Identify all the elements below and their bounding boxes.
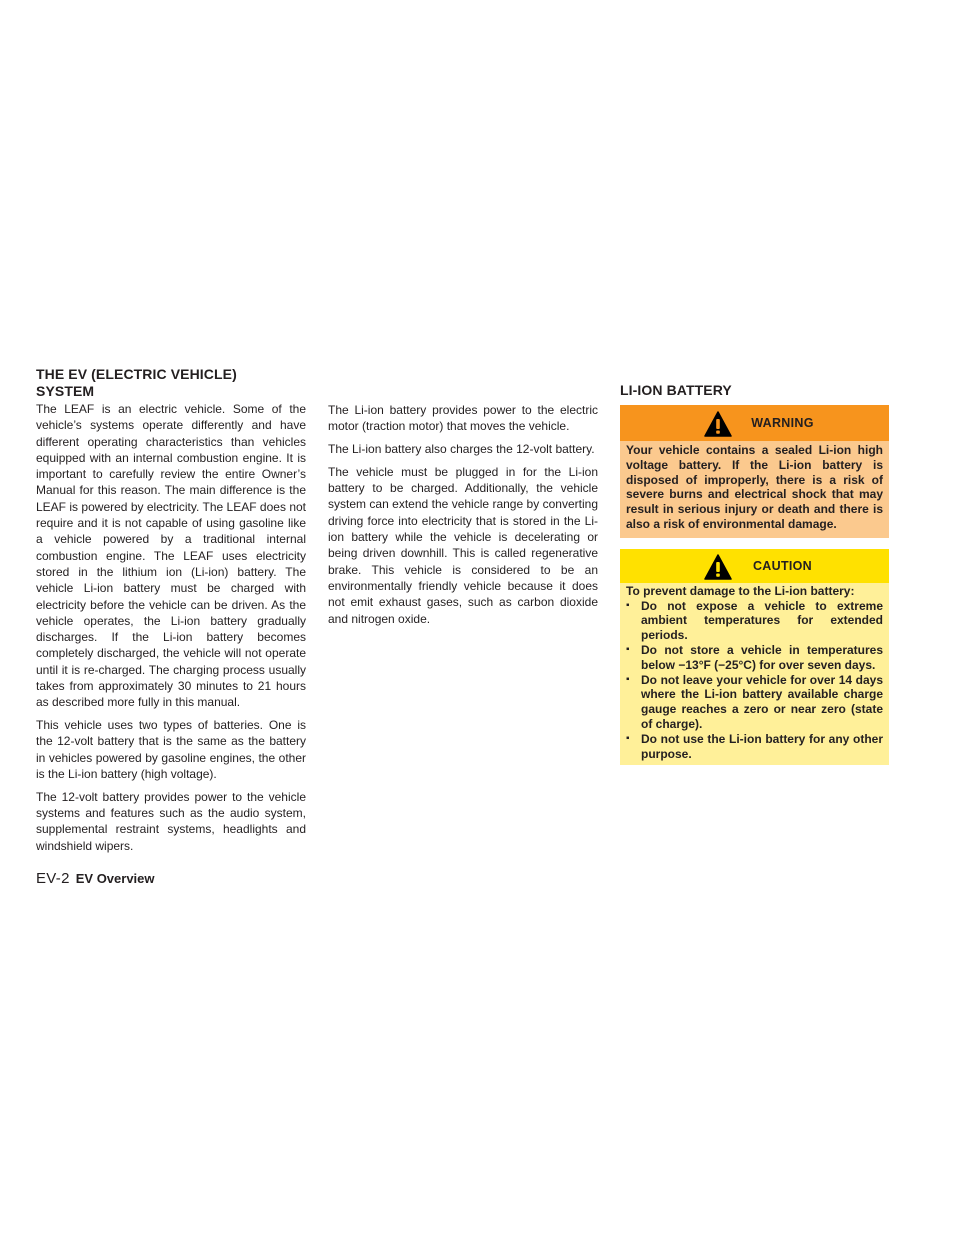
caution-box (620, 549, 889, 766)
caution-item: ▪ Do not expose a vehicle to extreme ambient temperatures for extended periods. (626, 599, 883, 643)
warning-header (620, 405, 889, 441)
paragraph: The vehicle must be plugged in for the Li-ion battery to be charged. Additionally, the vehicle system can extend the vehicle range by converting driving force into electricity that is stored in the Li-ion battery while the vehicle is decelerating or being driven downhill. This is called regenerative brake. This vehicle is considered to be an environmentally friendly vehicle because it does not emit exhaust gases, such as carbon dioxide and nitrogen oxide. (328, 464, 598, 626)
caution-intro: To prevent damage to the Li-ion battery: (626, 583, 855, 598)
paragraph: This vehicle uses two types of batteries. One is the 12-volt battery that is the same as the battery in vehicles powered by gasoline engines, the other is the Li-ion battery (high voltage). (36, 718, 306, 782)
warning-label: WARNING (751, 416, 814, 430)
heading-line-1: THE EV (ELECTRIC VEHICLE) (36, 366, 237, 382)
paragraph: The Li-ion battery provides power to the electric motor (traction motor) that moves the vehicle. (328, 403, 598, 434)
page-number: EV-2 (36, 870, 70, 887)
caution-item: ▪ Do not leave your vehicle for over 14 days where the Li-ion battery available charge gauge reaches a zero or near zero (state of charge). (626, 673, 883, 732)
page-footer (36, 870, 155, 887)
paragraph: The 12-volt battery provides power to the vehicle systems and features such as the audio system, supplemental restraint systems, headlights and windshield wipers. (36, 789, 306, 853)
caution-triangle-icon (704, 554, 732, 580)
warning-text: Your vehicle contains a sealed Li-ion high voltage battery. If the Li-ion battery is disposed of improperly, there is a risk of severe burns and electrical shock that may result in serious injury or death and there is also a risk of environmental damage. (626, 443, 883, 531)
section-heading-ev-system (36, 366, 306, 400)
section-title: EV Overview (75, 871, 155, 886)
warning-triangle-icon (704, 411, 732, 437)
middle-column (328, 402, 598, 633)
caution-body (620, 583, 889, 766)
caution-list (626, 599, 883, 762)
section-heading-li-ion-battery: LI-ION BATTERY (620, 382, 732, 398)
caution-label: CAUTION (752, 558, 813, 573)
right-column (620, 382, 889, 765)
paragraph: The Li-ion battery also charges the 12-volt battery. (328, 442, 595, 457)
heading-line-2: SYSTEM (36, 383, 95, 399)
caution-item: ▪ Do not use the Li-ion battery for any other purpose. (626, 732, 883, 762)
warning-body (620, 441, 889, 538)
paragraph: The LEAF is an electric vehicle. Some of the vehicle’s systems operate differently and have different operating characteristics than vehicles equipped with an internal combustion engine. It is important to carefully review the entire Owner’s Manual for this reason. The main difference is the LEAF is powered by electricity. The LEAF does not require and it is not capable of using gasoline like a vehicle powered by a traditional internal combustion engine. The LEAF uses electricity stored in the lithium ion (Li-ion) battery. The vehicle Li-ion battery must be charged with electricity before the vehicle can be driven. As the vehicle operates, the Li-ion battery gradually discharges. If the Li-ion battery becomes completely discharged, the vehicle will not operate until it is re-charged. The charging process usually takes from approximately 30 minutes to 21 hours as described more fully in this manual. (36, 402, 306, 710)
left-column (36, 366, 306, 861)
warning-box (620, 405, 889, 538)
caution-header (620, 549, 889, 583)
caution-item: ▪ Do not store a vehicle in temperatures below −13°F (−25°C) for over seven days. (626, 643, 883, 673)
